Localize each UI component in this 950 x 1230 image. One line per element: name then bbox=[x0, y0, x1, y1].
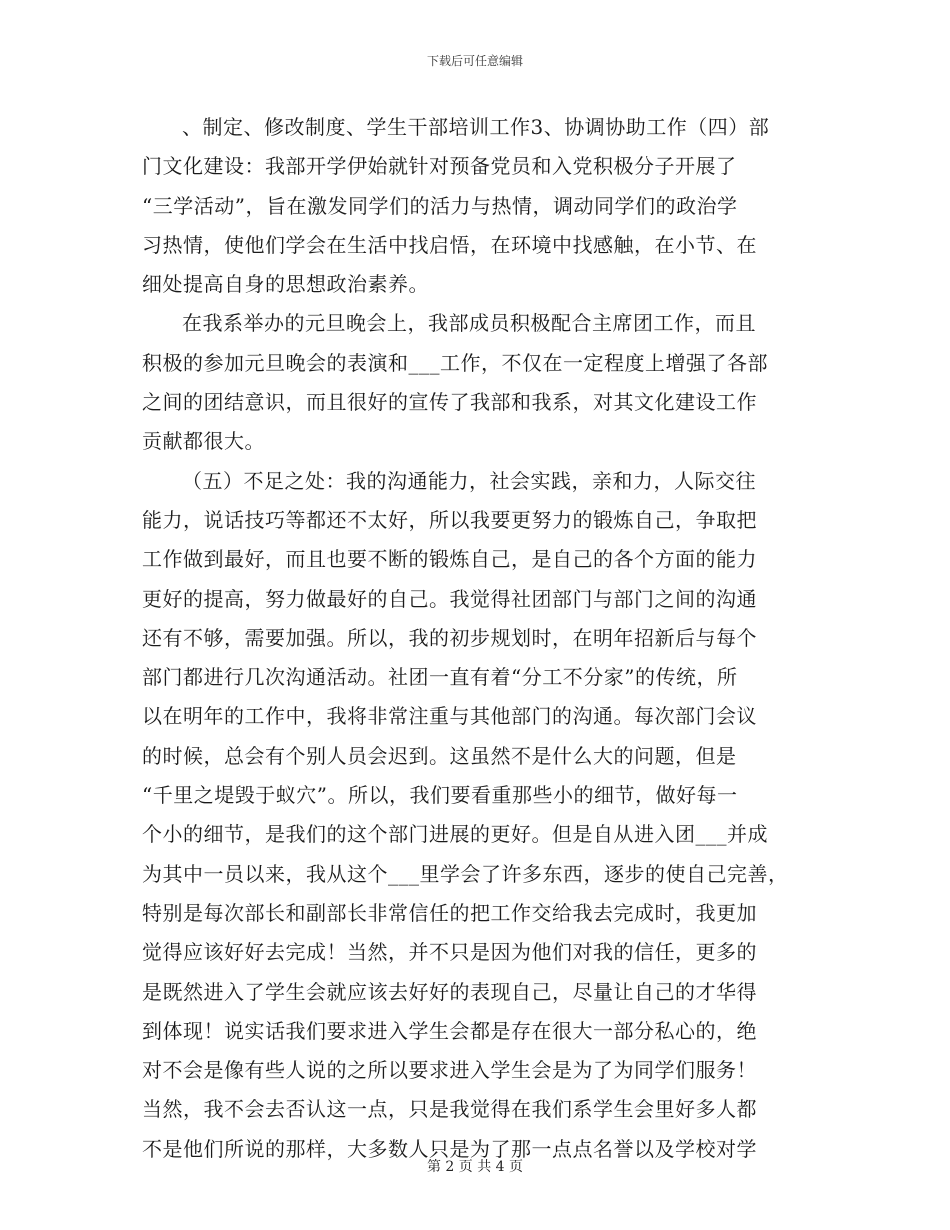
document-body bbox=[142, 108, 810, 1169]
text-line: 能力，说话技巧等都还不太好，所以我要更努力的锻炼自己，争取把 bbox=[142, 507, 757, 532]
text-line: 贡献都很大。 bbox=[142, 429, 265, 454]
page-header: 下载后可任意编辑 bbox=[426, 54, 523, 68]
text-line: 是既然进入了学生会就应该去好好的表现自己，尽量让自己的才华得 bbox=[142, 979, 757, 1004]
text-line: 更好的提高，努力做最好的自己。我觉得社团部门与部门之间的沟通 bbox=[142, 586, 757, 611]
text-line: 还有不够，需要加强。所以，我的初步规划时，在明年招新后与每个 bbox=[142, 625, 757, 650]
text-line: 为其中一员以来，我从这个___里学会了许多东西，逐步的使自己完善， bbox=[142, 861, 789, 886]
text-line: 到体现！说实话我们要求进入学生会都是存在很大一部分私心的，绝 bbox=[142, 1018, 757, 1043]
text-line: 以在明年的工作中，我将非常注重与其他部门的沟通。每次部门会议 bbox=[142, 704, 757, 729]
text-line: 部门都进行几次沟通活动。社团一直有着“分工不分家”的传统，所 bbox=[142, 665, 738, 690]
text-line: 的时候，总会有个别人员会迟到。这虽然不是什么大的问题，但是 bbox=[142, 743, 737, 768]
text-line: 觉得应该好好去完成！当然，并不只是因为他们对我的信任，更多的 bbox=[142, 940, 757, 965]
text-line: 个小的细节，是我们的这个部门进展的更好。但是自从进入团___并成 bbox=[142, 822, 768, 847]
text-line: 当然，我不会去否认这一点，只是我觉得在我们系学生会里好多人都 bbox=[142, 1097, 757, 1122]
text-line: （五）不足之处：我的沟通能力，社会实践，亲和力，人际交往 bbox=[182, 468, 756, 493]
text-line: 工作做到最好，而且也要不断的锻炼自己，是自己的各个方面的能力 bbox=[142, 547, 757, 572]
text-line: 对不会是像有些人说的之所以要求进入学生会是为了为同学们服务！ bbox=[142, 1058, 757, 1083]
text-line: 之间的团结意识，而且很好的宣传了我部和我系，对其文化建设工作 bbox=[142, 390, 757, 415]
text-line: 不是他们所说的那样，大多数人只是为了那一点点名誉以及学校对学 bbox=[142, 1136, 757, 1161]
text-line: 积极的参加元旦晚会的表演和___工作，不仅在一定程度上增强了各部 bbox=[142, 350, 768, 375]
text-line: 在我系举办的元旦晚会上，我部成员积极配合主席团工作，而且 bbox=[182, 311, 756, 336]
text-line: 、制定、修改制度、学生干部培训工作3、协调协助工作（四）部 bbox=[182, 115, 770, 139]
text-line: “三学活动”，旨在激发同学们的活力与热情，调动同学们的政治学 bbox=[142, 193, 738, 218]
text-line: 门文化建设：我部开学伊始就针对预备党员和入党积极分子开展了 bbox=[142, 154, 737, 179]
text-line: 特别是每次部长和副部长非常信任的把工作交给我去完成时，我更加 bbox=[142, 900, 757, 925]
page-footer: 第 2 页 共 4 页 bbox=[426, 1159, 524, 1175]
text-line: “千里之堤毁于蚁穴”。所以，我们要看重那些小的细节，做好每一 bbox=[142, 783, 738, 808]
text-line: 细处提高自身的思想政治素养。 bbox=[142, 272, 429, 297]
text-line: 习热情，使他们学会在生活中找启悟，在环境中找感触，在小节、在 bbox=[142, 232, 757, 257]
